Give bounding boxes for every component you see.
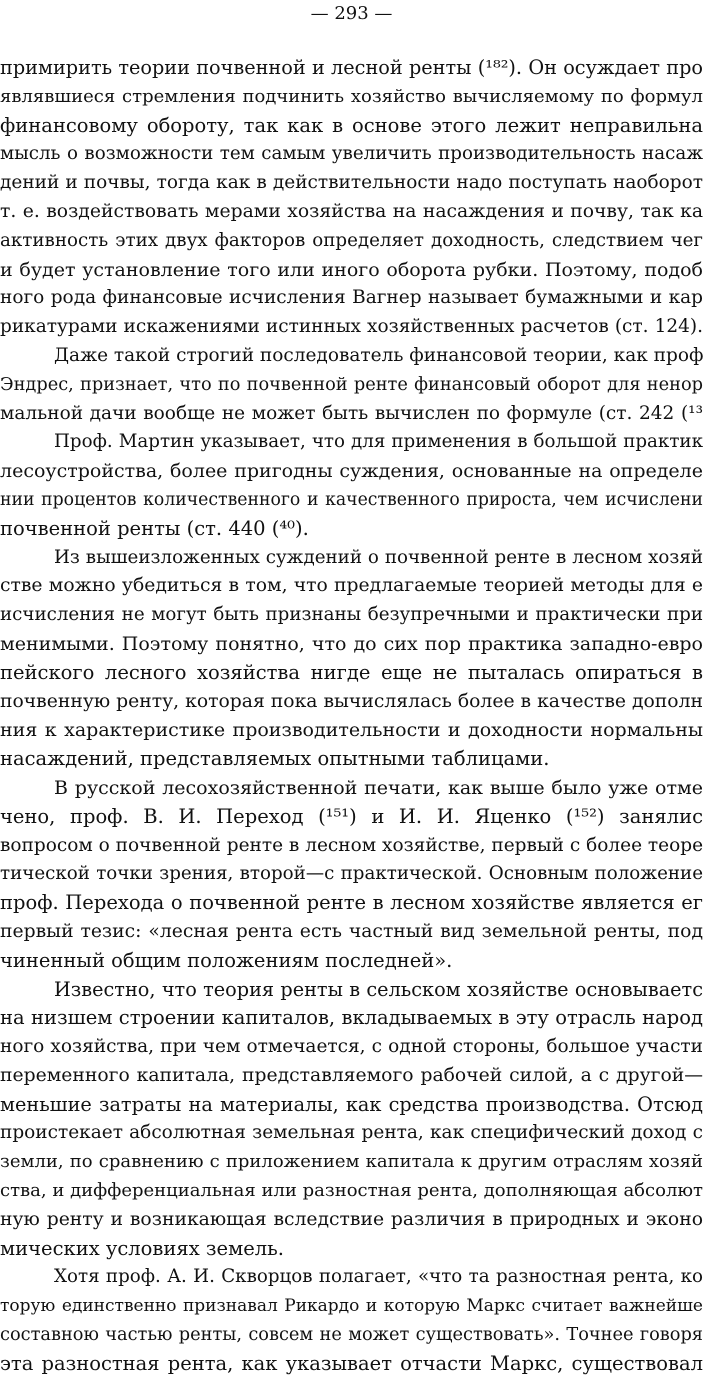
text-line: мысль о возможности тем самым увеличить производительность насаж — [0, 143, 703, 165]
text-line: пейского лесного хозяйства нигде еще не пыталась опираться в — [0, 660, 703, 684]
text-line: активность этих двух факторов определяет доходность, следствием чег — [0, 229, 703, 251]
text-line: примирить теории почвенной и лесной ренты (¹⁸²). Он осуждает про — [0, 56, 703, 79]
text-line: почвенной ренты (ст. 440 (⁴⁰). — [0, 516, 309, 540]
text-line: менимыми. Поэтому понятно, что до сих пор практика западно-евро — [0, 632, 703, 655]
text-line: т. е. воздействовать мерами хозяйства на насаждения и почву, так ка — [0, 200, 703, 222]
text-line: исчисления не могут быть признаны безупречными и практически при — [0, 604, 703, 626]
text-line: являвшиеся стремления подчинить хозяйство вычисляемому по формул — [0, 85, 703, 107]
text-line: переменного капитала, представляемого рабочей силой, а с другой— — [0, 1064, 703, 1086]
text-line: насаждений, представляемых опытными таблицами. — [0, 747, 550, 771]
text-line: чено, проф. В. И. Переход (¹⁵¹) и И. И. Яценко (¹⁵²) занялис — [0, 804, 703, 828]
text-line: лесоустройства, более пригодны суждения, основанные на определе — [0, 460, 703, 483]
text-line: на низшем строении капиталов, вкладываемых в эту отрасль народ — [0, 1006, 703, 1030]
text-line: почвенную ренту, которая пока вычислялась более в качестве дополн — [0, 690, 703, 712]
text-line: торую единственно признавал Рикардо и которую Маркс считает важнейше — [0, 1296, 703, 1317]
body-text — [0, 54, 703, 1379]
text-line: В русской лесохозяйственной печати, как выше было уже отме — [54, 776, 703, 799]
text-line: Хотя проф. А. И. Скворцов полагает, «что та разностная рента, ко — [54, 1266, 703, 1288]
text-line: Даже такой строгий последователь финансовой теории, как проф — [54, 344, 703, 366]
text-line: ную ренту и возникающая вследствие различия в природных и эконо — [0, 1208, 703, 1230]
text-line: ства, и дифференциальная или разностная рента, дополняющая абсолют — [0, 1180, 703, 1202]
text-line: мальной дачи вообще не может быть вычислен по формуле (ст. 242 (¹³ — [0, 402, 703, 424]
text-line: и будет установление того или иного оборота рубки. Поэтому, подоб — [0, 258, 703, 281]
text-line: меньшие затраты на материалы, как средства производства. Отсюд — [0, 1092, 703, 1116]
text-line: эта разностная рента, как указывает отчасти Маркс, существовал — [0, 1351, 703, 1375]
text-line: земли, по сравнению с приложением капитала к другим отраслям хозяй — [0, 1151, 703, 1173]
text-line: первый тезис: «лесная рента есть частный вид земельной ренты, под — [0, 920, 703, 942]
text-line: ного рода финансовые исчисления Вагнер называет бумажными и кар — [0, 287, 703, 309]
page-number: — 293 — — [310, 3, 393, 24]
text-line: составною частью ренты, совсем не может существовать». Точнее говоря — [0, 1325, 703, 1346]
text-line: Проф. Мартин указывает, что для применения в большой практик — [54, 431, 703, 453]
text-line: Известно, что теория ренты в сельском хозяйстве основываетс — [54, 977, 703, 1001]
text-line: стве можно убедиться в том, что предлагаемые теорией методы для е — [0, 575, 703, 597]
text-line: мических условиях земель. — [0, 1236, 284, 1260]
text-line: ного хозяйства, при чем отмечается, с одной стороны, большое участи — [0, 1036, 703, 1058]
text-line: Из вышеизложенных суждений о почвенной ренте в лесном хозяй — [54, 546, 703, 568]
text-line: нии процентов количественного и качественного прироста, чем исчислени — [0, 489, 703, 510]
text-line: вопросом о почвенной ренте в лесном хозяйстве, первый с более теоре — [0, 834, 703, 856]
text-line: рикатурами искажениями истинных хозяйственных расчетов (ст. 124). — [0, 316, 703, 338]
text-line: проистекает абсолютная земельная рента, как специфический доход с — [0, 1122, 703, 1144]
text-line: дений и почвы, тогда как в действительности надо поступать наоборот — [0, 172, 703, 194]
text-line: проф. Перехода о почвенной ренте в лесном хозяйстве является ег — [0, 891, 703, 915]
text-line: чиненный общим положениям последней». — [0, 948, 453, 972]
text-line: финансовому обороту, так как в основе этого лежит неправильна — [0, 113, 703, 137]
text-line: тической точки зрения, второй—с практической. Основным положение — [0, 863, 703, 885]
text-line: Эндрес, признает, что по почвенной ренте финансовый оборот для ненор — [0, 374, 703, 395]
text-line: ния к характеристике производительности и доходности нормальны — [0, 719, 703, 742]
